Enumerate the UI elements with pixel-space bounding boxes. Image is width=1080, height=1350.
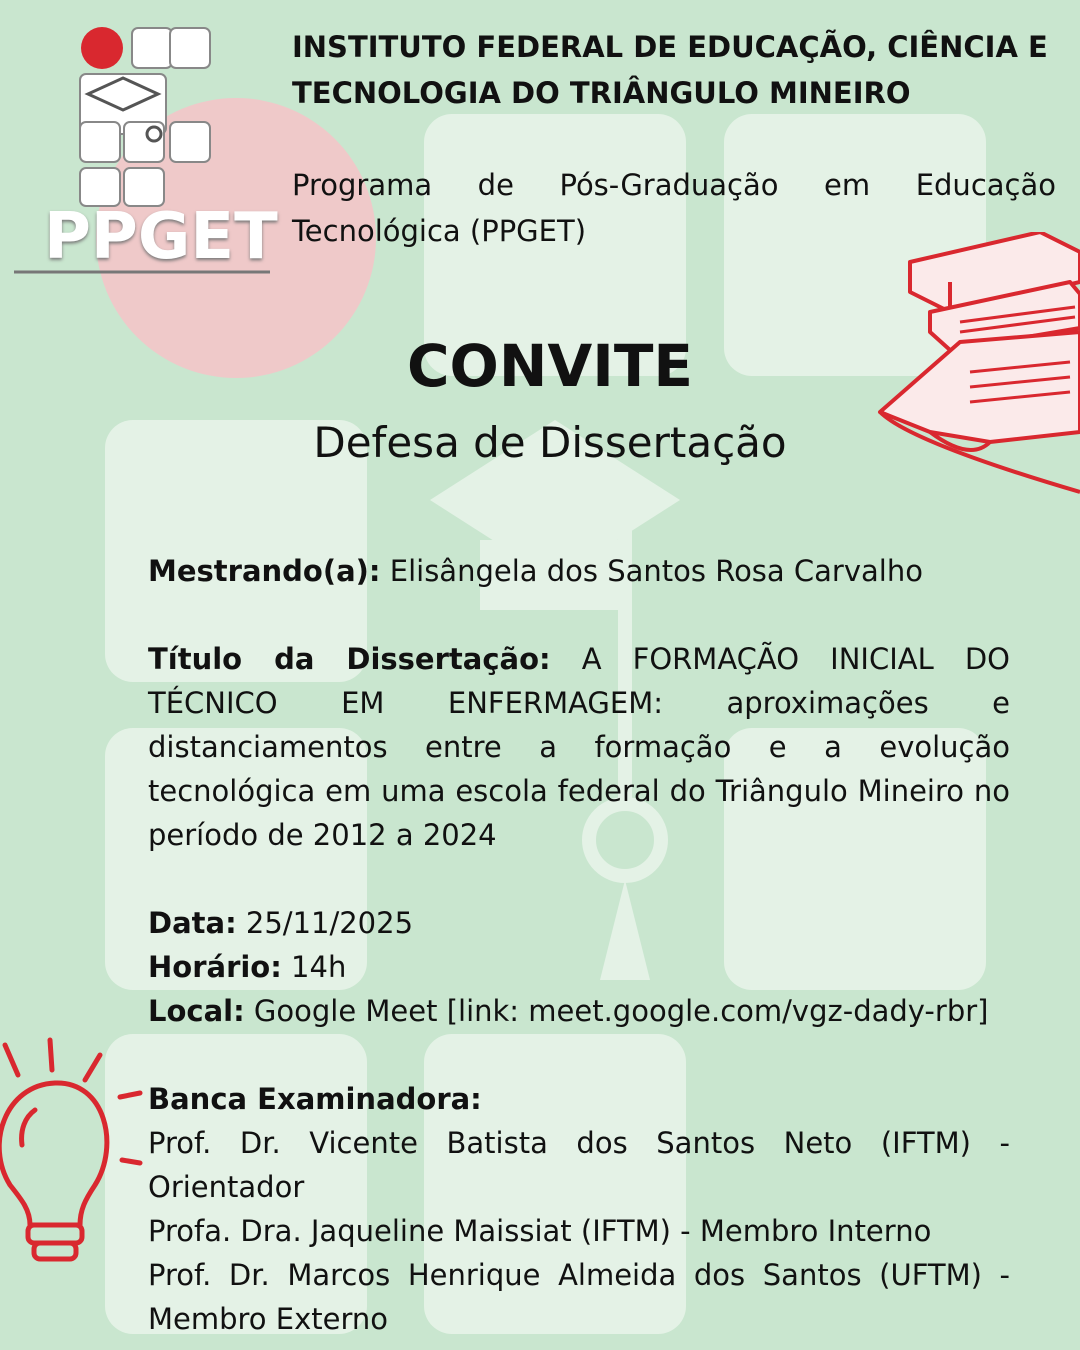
committee-label: Banca Examinadora: bbox=[148, 1082, 482, 1116]
page-subtitle: Defesa de Dissertação bbox=[313, 418, 787, 467]
committee-member: Profa. Dra. Jaqueline Maissiat (IFTM) - Membro Interno bbox=[148, 1214, 932, 1248]
date-value: 25/11/2025 bbox=[245, 906, 414, 940]
committee-member: Prof. Dr. Marcos Henrique Almeida dos Santos (UFTM) - Membro Externo bbox=[148, 1258, 1010, 1336]
place-line bbox=[148, 989, 1010, 1033]
time-value: 14h bbox=[291, 950, 347, 984]
lightbulb-icon bbox=[0, 1035, 150, 1285]
page-title: CONVITE bbox=[406, 332, 694, 400]
time-line bbox=[148, 945, 1010, 989]
thesis-label: Título da Dissertação: bbox=[148, 642, 551, 676]
thesis-title: A FORMAÇÃO INICIAL DO TÉCNICO EM ENFERMAGEM: aproximações e distanciamentos entre a formação e a evolução tecnológica em uma escola federal do Triângulo Mineiro no período de 2012 a 2024 bbox=[148, 642, 1010, 852]
place-label: Local: bbox=[148, 994, 245, 1028]
date-label: Data: bbox=[148, 906, 237, 940]
place-value: Google Meet [link: meet.google.com/vgz-dady-rbr] bbox=[253, 994, 989, 1028]
committee-heading bbox=[148, 1077, 1010, 1121]
institution-name: INSTITUTO FEDERAL DE EDUCAÇÃO, CIÊNCIA E TECNOLOGIA DO TRIÂNGULO MINEIRO bbox=[292, 30, 1048, 110]
student-line bbox=[148, 549, 1010, 593]
time-label: Horário: bbox=[148, 950, 282, 984]
thesis-title-paragraph bbox=[148, 637, 1010, 857]
date-line bbox=[148, 901, 1010, 945]
program-name: Programa de Pós-Graduação em Educação Tecnológica (PPGET) bbox=[292, 168, 1056, 248]
student-name: Elisângela dos Santos Rosa Carvalho bbox=[389, 554, 923, 588]
logo-text: PPGET bbox=[44, 200, 278, 274]
student-label: Mestrando(a): bbox=[148, 554, 381, 588]
committee-member: Prof. Dr. Vicente Batista dos Santos Neto (IFTM) - Orientador bbox=[148, 1126, 1010, 1204]
